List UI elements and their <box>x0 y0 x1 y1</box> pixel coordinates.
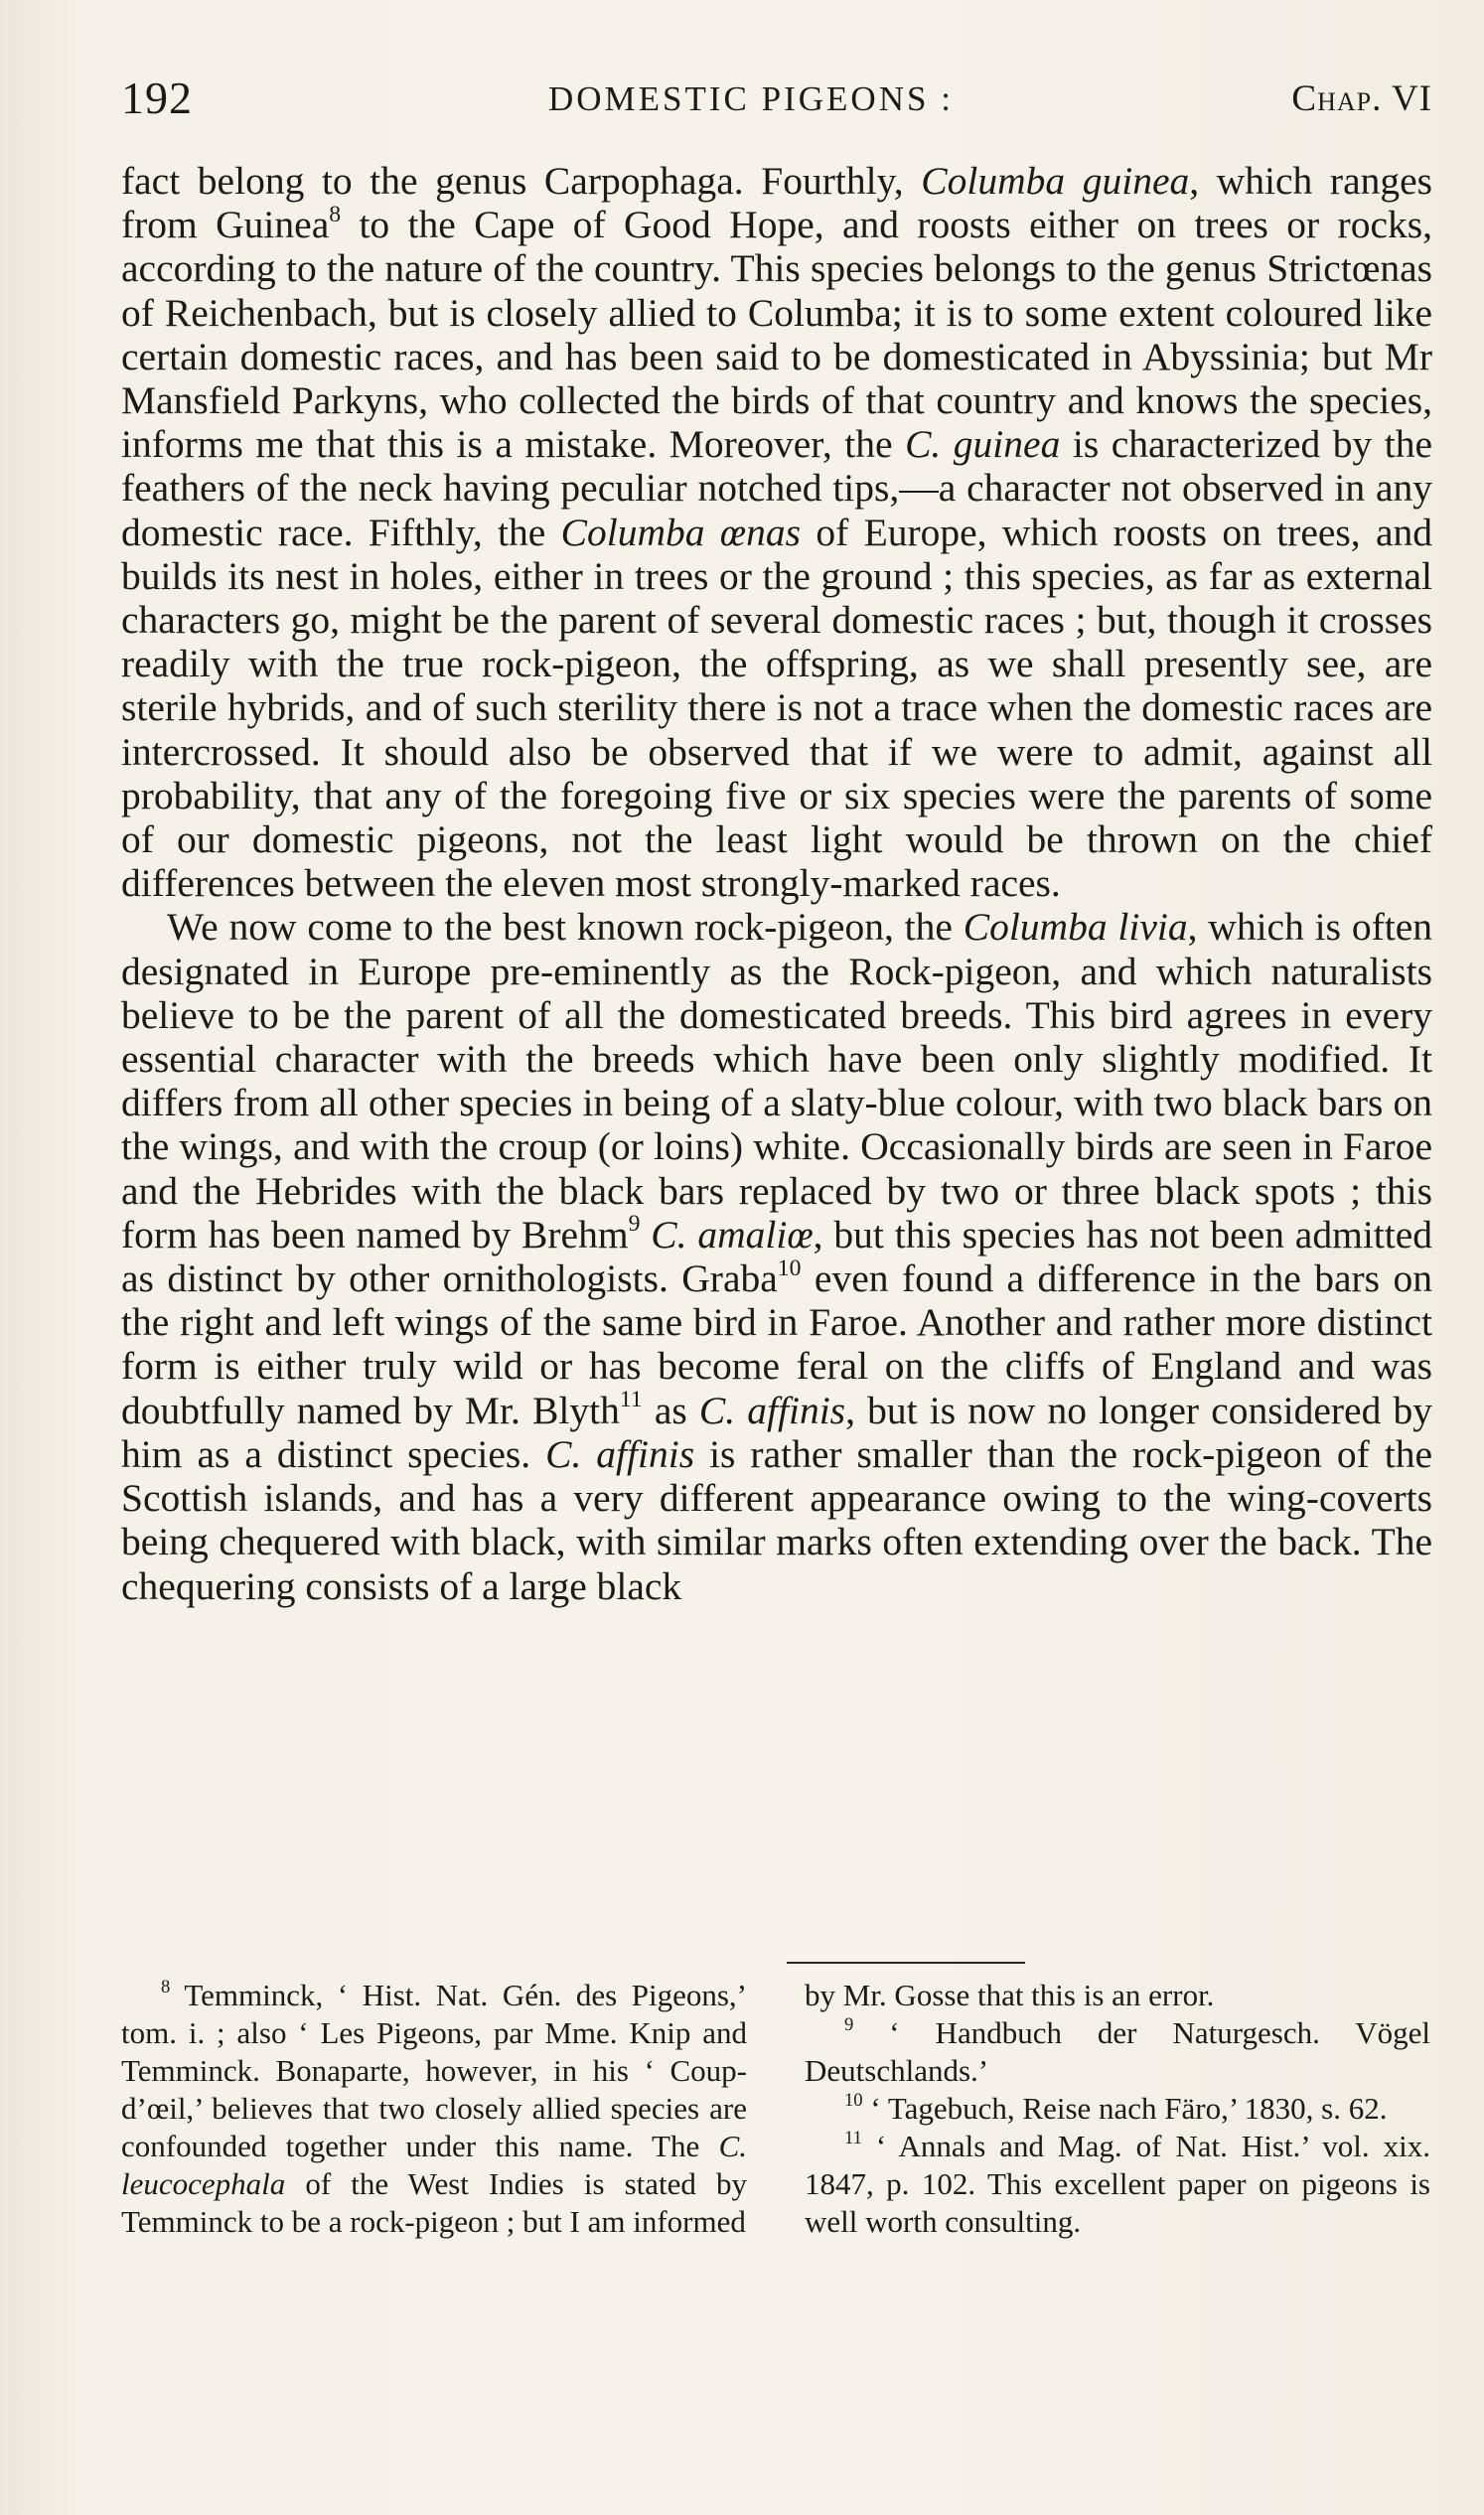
footnote-10 <box>805 2090 1430 2128</box>
text-run: of Europe, which roosts on trees, and builds its nest in holes, either in trees or the ground ; this species, as far as external characters go, might be the parent of several domestic races ; but, though it crosses readily with the true rock-pigeon, the offspring, as we shall presently see, are sterile hybrids, and of such sterility there is not a trace when the domestic races are intercrossed. It should also be observed that if we were to admit, against all probability, that any of the foregoing five or six species were the parents of some of our domestic pigeons, not the least light would be thrown on the chief differences between the eleven most strongly-marked races. <box>121 510 1432 906</box>
footnote-ref-10: 10 <box>777 1255 802 1281</box>
text-run: , but is now no longer considered by him as a distinct species. <box>121 1388 1432 1476</box>
text-run: ‘ Handbuch der Naturgesch. Vögel Deutschlands.’ <box>805 2015 1430 2088</box>
footnote-ref-8: 8 <box>329 201 342 227</box>
text-run: We now come to the best known rock-pigeon, the <box>167 905 964 950</box>
footnote-8 <box>121 1977 747 2241</box>
paragraph-1 <box>121 159 1432 905</box>
text-run: of the West Indies is stated by Temminck to be a rock-pigeon ; but I am informed <box>121 2166 747 2239</box>
text-run: ‘ Tagebuch, Reise nach Färo,’ 1830, s. 62. <box>862 2091 1388 2126</box>
text-run: is characterized by the feathers of the neck having peculiar notched tips,—a character not observed in any domestic race. Fifthly, the <box>121 422 1433 554</box>
species-name: Columba livia <box>963 905 1188 950</box>
page-number: 192 <box>121 73 193 123</box>
text-run: ‘ Annals and Mag. of Nat. Hist.’ vol. xix. 1847, p. 102. This excellent paper on pigeons is well worth consulting. <box>805 2129 1430 2239</box>
text-run: , which is often designated in Europe pre-eminently as the Rock-pigeon, and which naturalists believe to be the parent of all the domesticated breeds. This bird agrees in every essential character with the breeds which have been only slightly modified. It differs from all other species in being of a slaty-blue colour, with two black bars on the wings, and with the croup (or loins) white. Occasionally birds are seen in Faroe and the Hebrides with the black bars replaced by two or three black spots ; this form has been named by Brehm <box>121 905 1432 1257</box>
text-run: fact belong to the genus Carpophaga. Fourthly, <box>121 159 922 203</box>
paragraph-2 <box>121 905 1432 1607</box>
footnote-ref-9: 9 <box>628 1211 641 1238</box>
species-name: C. affinis <box>545 1431 695 1476</box>
text-run: as <box>642 1388 699 1432</box>
footnote-11 <box>805 2128 1430 2241</box>
species-name: C. affinis <box>698 1388 846 1432</box>
footnote-mark: 11 <box>844 2127 862 2148</box>
species-name: C. amaliœ <box>651 1212 814 1257</box>
species-name: Columba œnas <box>560 510 802 554</box>
footnote-9 <box>805 2014 1430 2090</box>
species-name: C. guinea <box>905 422 1061 467</box>
text-run: , which ranges from Guinea <box>121 159 1433 247</box>
footnote-mark: 9 <box>844 2013 854 2035</box>
text-run: Temminck, ‘ Hist. Nat. Gén. des Pigeons,’ tom. i. ; also ‘ Les Pigeons, par Mme. Knip and Temminck. Bonaparte, however, in his ‘ Coup-d’œil,’ believes that two closely allied species are confounded together under this name. The <box>121 1978 747 2163</box>
text-run: to the Cape of Good Hope, and roosts either on trees or rocks, according to the nature of the country. This species belongs to the genus Strictœnas of Reichenbach, but is closely allied to Columba; it is to some extent coloured like certain domestic races, and has been said to be domesticated in Abyssinia; but Mr Mansfield Parkyns, who collected the birds of that country and knows the species, informs me that this is a mistake. Moreover, the <box>121 203 1432 467</box>
main-text <box>121 159 1432 1608</box>
text-run: is rather smaller than the rock-pigeon of the Scottish islands, and has a very different appearance owing to the wing-coverts being chequered with black, with similar marks often extending over the back. The chequering consists of a large black <box>121 1431 1432 1608</box>
footnotes-right-column <box>805 1977 1430 2241</box>
footnote-mark: 10 <box>844 2089 863 2111</box>
footnote-ref-11: 11 <box>619 1387 643 1413</box>
species-name: C. leucocephala <box>121 2129 747 2201</box>
running-title: DOMESTIC PIGEONS : <box>548 79 954 118</box>
footnote-8-continued: by Mr. Gosse that this is an error. <box>805 1978 1215 2012</box>
text-run <box>640 1213 651 1257</box>
text-run: even found a difference in the bars on the right and left wings of the same bird in Faroe. Another and rather more distinct form is either truly wild or has become feral on the cliffs of England and was doubtfully named by Mr. Blyth <box>121 1257 1432 1432</box>
running-head <box>121 72 1432 131</box>
footnote-mark: 8 <box>161 1976 171 1997</box>
footnote-divider <box>787 1962 1025 1964</box>
chapter-reference: Chap. VI <box>1291 78 1432 119</box>
footnotes-left-column <box>121 1977 747 2241</box>
text-run: , but this species has not been admitted as distinct by other ornithologists. Graba <box>121 1212 1433 1301</box>
species-name: Columba guinea <box>921 159 1190 203</box>
